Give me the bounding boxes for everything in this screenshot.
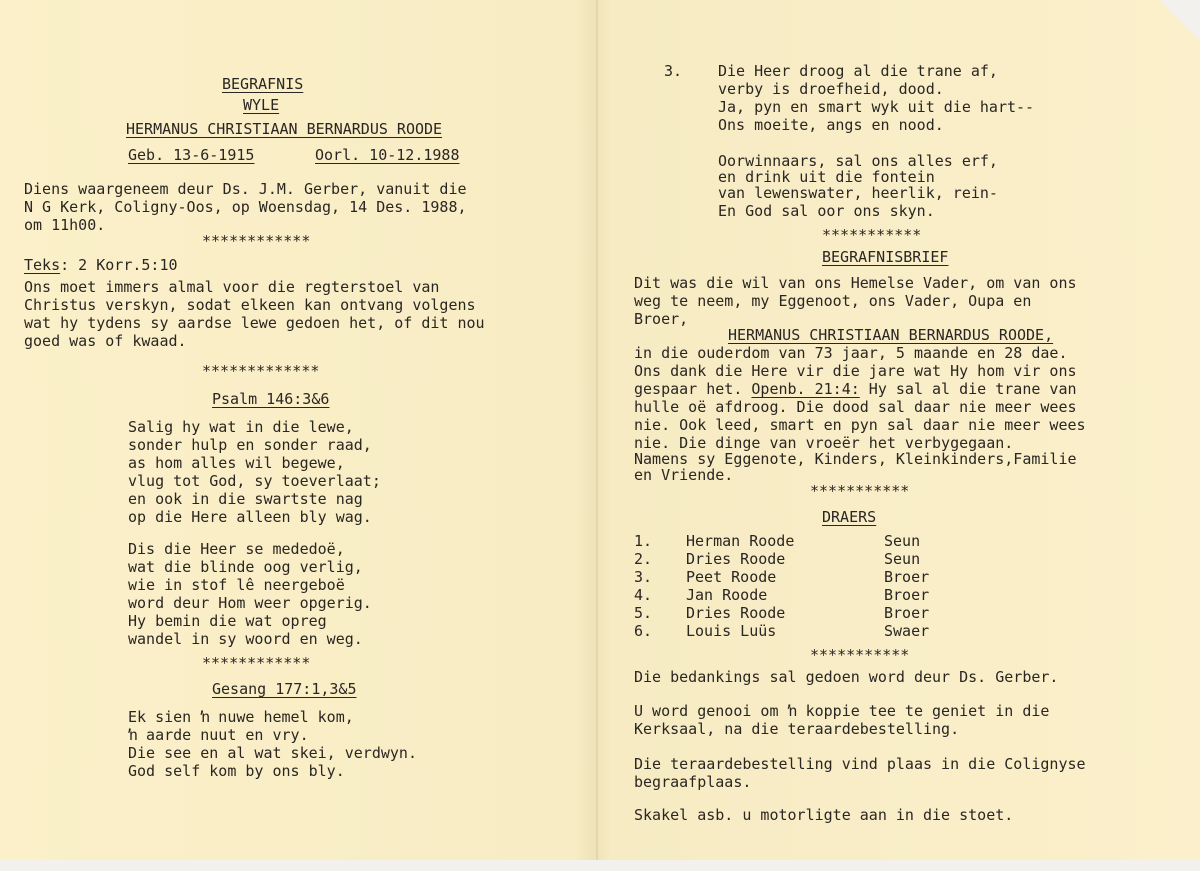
- psalm-line: Hy bemin die wat opreg: [128, 612, 327, 630]
- separator: ***********: [810, 646, 910, 664]
- brief-line: Broer,: [634, 310, 689, 328]
- psalm-line: Dis die Heer se mededoë,: [128, 540, 345, 558]
- folded-corner: [1160, 0, 1200, 40]
- psalm-line: sonder hulp en sonder raad,: [128, 436, 372, 454]
- psalm-line: op die Here alleen bly wag.: [128, 508, 372, 526]
- draer-relation: Broer: [884, 586, 930, 604]
- psalm-line: wie in stof lê neergeboë: [128, 576, 345, 594]
- separator: ***********: [822, 226, 922, 244]
- gesang-line: ŉ aarde nuut en vry.: [128, 726, 309, 744]
- heading-died: Oorl. 10-12.1988: [315, 146, 460, 164]
- heading-begrafnis: BEGRAFNIS: [222, 75, 304, 93]
- psalm-line: vlug tot God, sy toeverlaat;: [128, 472, 381, 490]
- draers-title: DRAERS: [822, 508, 877, 526]
- burial-line: Die teraardebestelling vind plaas in die Colignyse: [634, 755, 1086, 773]
- brief-line: en Vriende.: [634, 466, 734, 484]
- gesang-line: God self kom by ons bly.: [128, 762, 345, 780]
- psalm-line: wandel in sy woord en weg.: [128, 630, 363, 648]
- verse3-line: Ons moeite, angs en nood.: [718, 116, 944, 134]
- psalm-line: word deur Hom weer opgerig.: [128, 594, 372, 612]
- draer-relation: Swaer: [884, 622, 930, 640]
- psalm-line: Salig hy wat in die lewe,: [128, 418, 354, 436]
- psalm-line: en ook in die swartste nag: [128, 490, 363, 508]
- gesang-line: Die see en al wat skei, verdwyn.: [128, 744, 417, 762]
- draer-name: Dries Roode: [686, 550, 786, 568]
- draer-number: 2.: [634, 550, 653, 568]
- text-reference: [24, 256, 178, 274]
- teks-line-2: Christus verskyn, sodat elkeen kan ontvang volgens: [24, 296, 476, 314]
- draer-name: Louis Luüs: [686, 622, 777, 640]
- draer-name: Jan Roode: [686, 586, 768, 604]
- verse3b-line: en drink uit die fontein: [718, 168, 935, 186]
- verse3-line: verby is droefheid, dood.: [718, 80, 944, 98]
- gesang-line: Ek sien ŉ nuwe hemel kom,: [128, 708, 354, 726]
- draer-relation: Seun: [884, 532, 921, 550]
- brief-line: nie. Ook leed, smart en pyn sal daar nie meer wees: [634, 416, 1086, 434]
- brief-line: Dit was die wil van ons Hemelse Vader, om van ons: [634, 274, 1077, 292]
- brief-name: HERMANUS CHRISTIAAN BERNARDUS ROODE,: [728, 326, 1054, 344]
- brief-line: hulle oë afdroog. Die dood sal daar nie meer wees: [634, 398, 1077, 416]
- heading-name: HERMANUS CHRISTIAAN BERNARDUS ROODE: [126, 120, 443, 138]
- draer-relation: Broer: [884, 568, 930, 586]
- brief-line: nie. Die dinge van vroeër het verbygegaan.: [634, 434, 1014, 452]
- verse3b-line: En God sal oor ons skyn.: [718, 202, 935, 220]
- verse-number: 3.: [664, 62, 683, 80]
- teks-ref: : 2 Korr.5:10: [60, 256, 178, 274]
- draer-relation: Broer: [884, 604, 930, 622]
- verse3b-line: van lewenswater, heerlik, rein-: [718, 184, 998, 202]
- psalm-line: wat die blinde oog verlig,: [128, 558, 363, 576]
- service-line-2: N G Kerk, Coligny-Oos, op Woensdag, 14 Des. 1988,: [24, 198, 467, 216]
- draer-name: Herman Roode: [686, 532, 795, 550]
- openb-ref: Openb. 21:4:: [751, 380, 860, 398]
- verse3-line: Ja, pyn en smart wyk uit die hart--: [718, 98, 1035, 116]
- draer-number: 3.: [634, 568, 653, 586]
- brief-line: in die ouderdom van 73 jaar, 5 maande en 28 dae.: [634, 344, 1068, 362]
- draer-name: Dries Roode: [686, 604, 786, 622]
- gesang-title: Gesang 177:1,3&5: [212, 680, 357, 698]
- lights-line: Skakel asb. u motorligte aan in die stoet.: [634, 806, 1014, 824]
- page-fold: [596, 0, 598, 860]
- brief-line-openb: [634, 380, 1077, 398]
- openb-text: Hy sal al die trane van: [859, 380, 1077, 398]
- draer-relation: Seun: [884, 550, 921, 568]
- heading-born: Geb. 13-6-1915: [128, 146, 255, 164]
- verse3b-line: Oorwinnaars, sal ons alles erf,: [718, 152, 998, 170]
- teks-line-4: goed was of kwaad.: [24, 332, 187, 350]
- thanks-line: Die bedankings sal gedoen word deur Ds. Gerber.: [634, 668, 1059, 686]
- invite-line: U word genooi om ŉ koppie tee te geniet in die: [634, 702, 1050, 720]
- burial-line: begraafplaas.: [634, 773, 752, 791]
- teks-line-3: wat hy tydens sy aardse lewe gedoen het, of dit nou: [24, 314, 485, 332]
- draer-number: 1.: [634, 532, 653, 550]
- teks-line-1: Ons moet immers almal voor die regterstoel van: [24, 278, 440, 296]
- brief-line: weg te neem, my Eggenoot, ons Vader, Oupa en: [634, 292, 1032, 310]
- draer-number: 6.: [634, 622, 653, 640]
- draer-number: 4.: [634, 586, 653, 604]
- brief-title: BEGRAFNISBRIEF: [822, 248, 949, 266]
- gespaar-text: gespaar het.: [634, 380, 752, 398]
- draer-name: Peet Roode: [686, 568, 777, 586]
- heading-wyle: WYLE: [243, 96, 280, 114]
- psalm-line: as hom alles wil begewe,: [128, 454, 345, 472]
- invite-line: Kerksaal, na die teraardebestelling.: [634, 720, 960, 738]
- service-line-1: Diens waargeneem deur Ds. J.M. Gerber, vanuit die: [24, 180, 467, 198]
- brief-line: Ons dank die Here vir die jare wat Hy hom vir ons: [634, 362, 1077, 380]
- separator: ************: [202, 232, 311, 250]
- separator: ************: [202, 654, 311, 672]
- draer-number: 5.: [634, 604, 653, 622]
- verse3-line: Die Heer droog al die trane af,: [718, 62, 998, 80]
- scan-margin: [0, 860, 1200, 871]
- service-line-3: om 11h00.: [24, 216, 106, 234]
- psalm-title: Psalm 146:3&6: [212, 390, 330, 408]
- teks-label: Teks: [24, 256, 61, 274]
- separator: *************: [202, 362, 320, 380]
- separator: ***********: [810, 482, 910, 500]
- brief-line: Namens sy Eggenote, Kinders, Kleinkinders,Familie: [634, 450, 1077, 468]
